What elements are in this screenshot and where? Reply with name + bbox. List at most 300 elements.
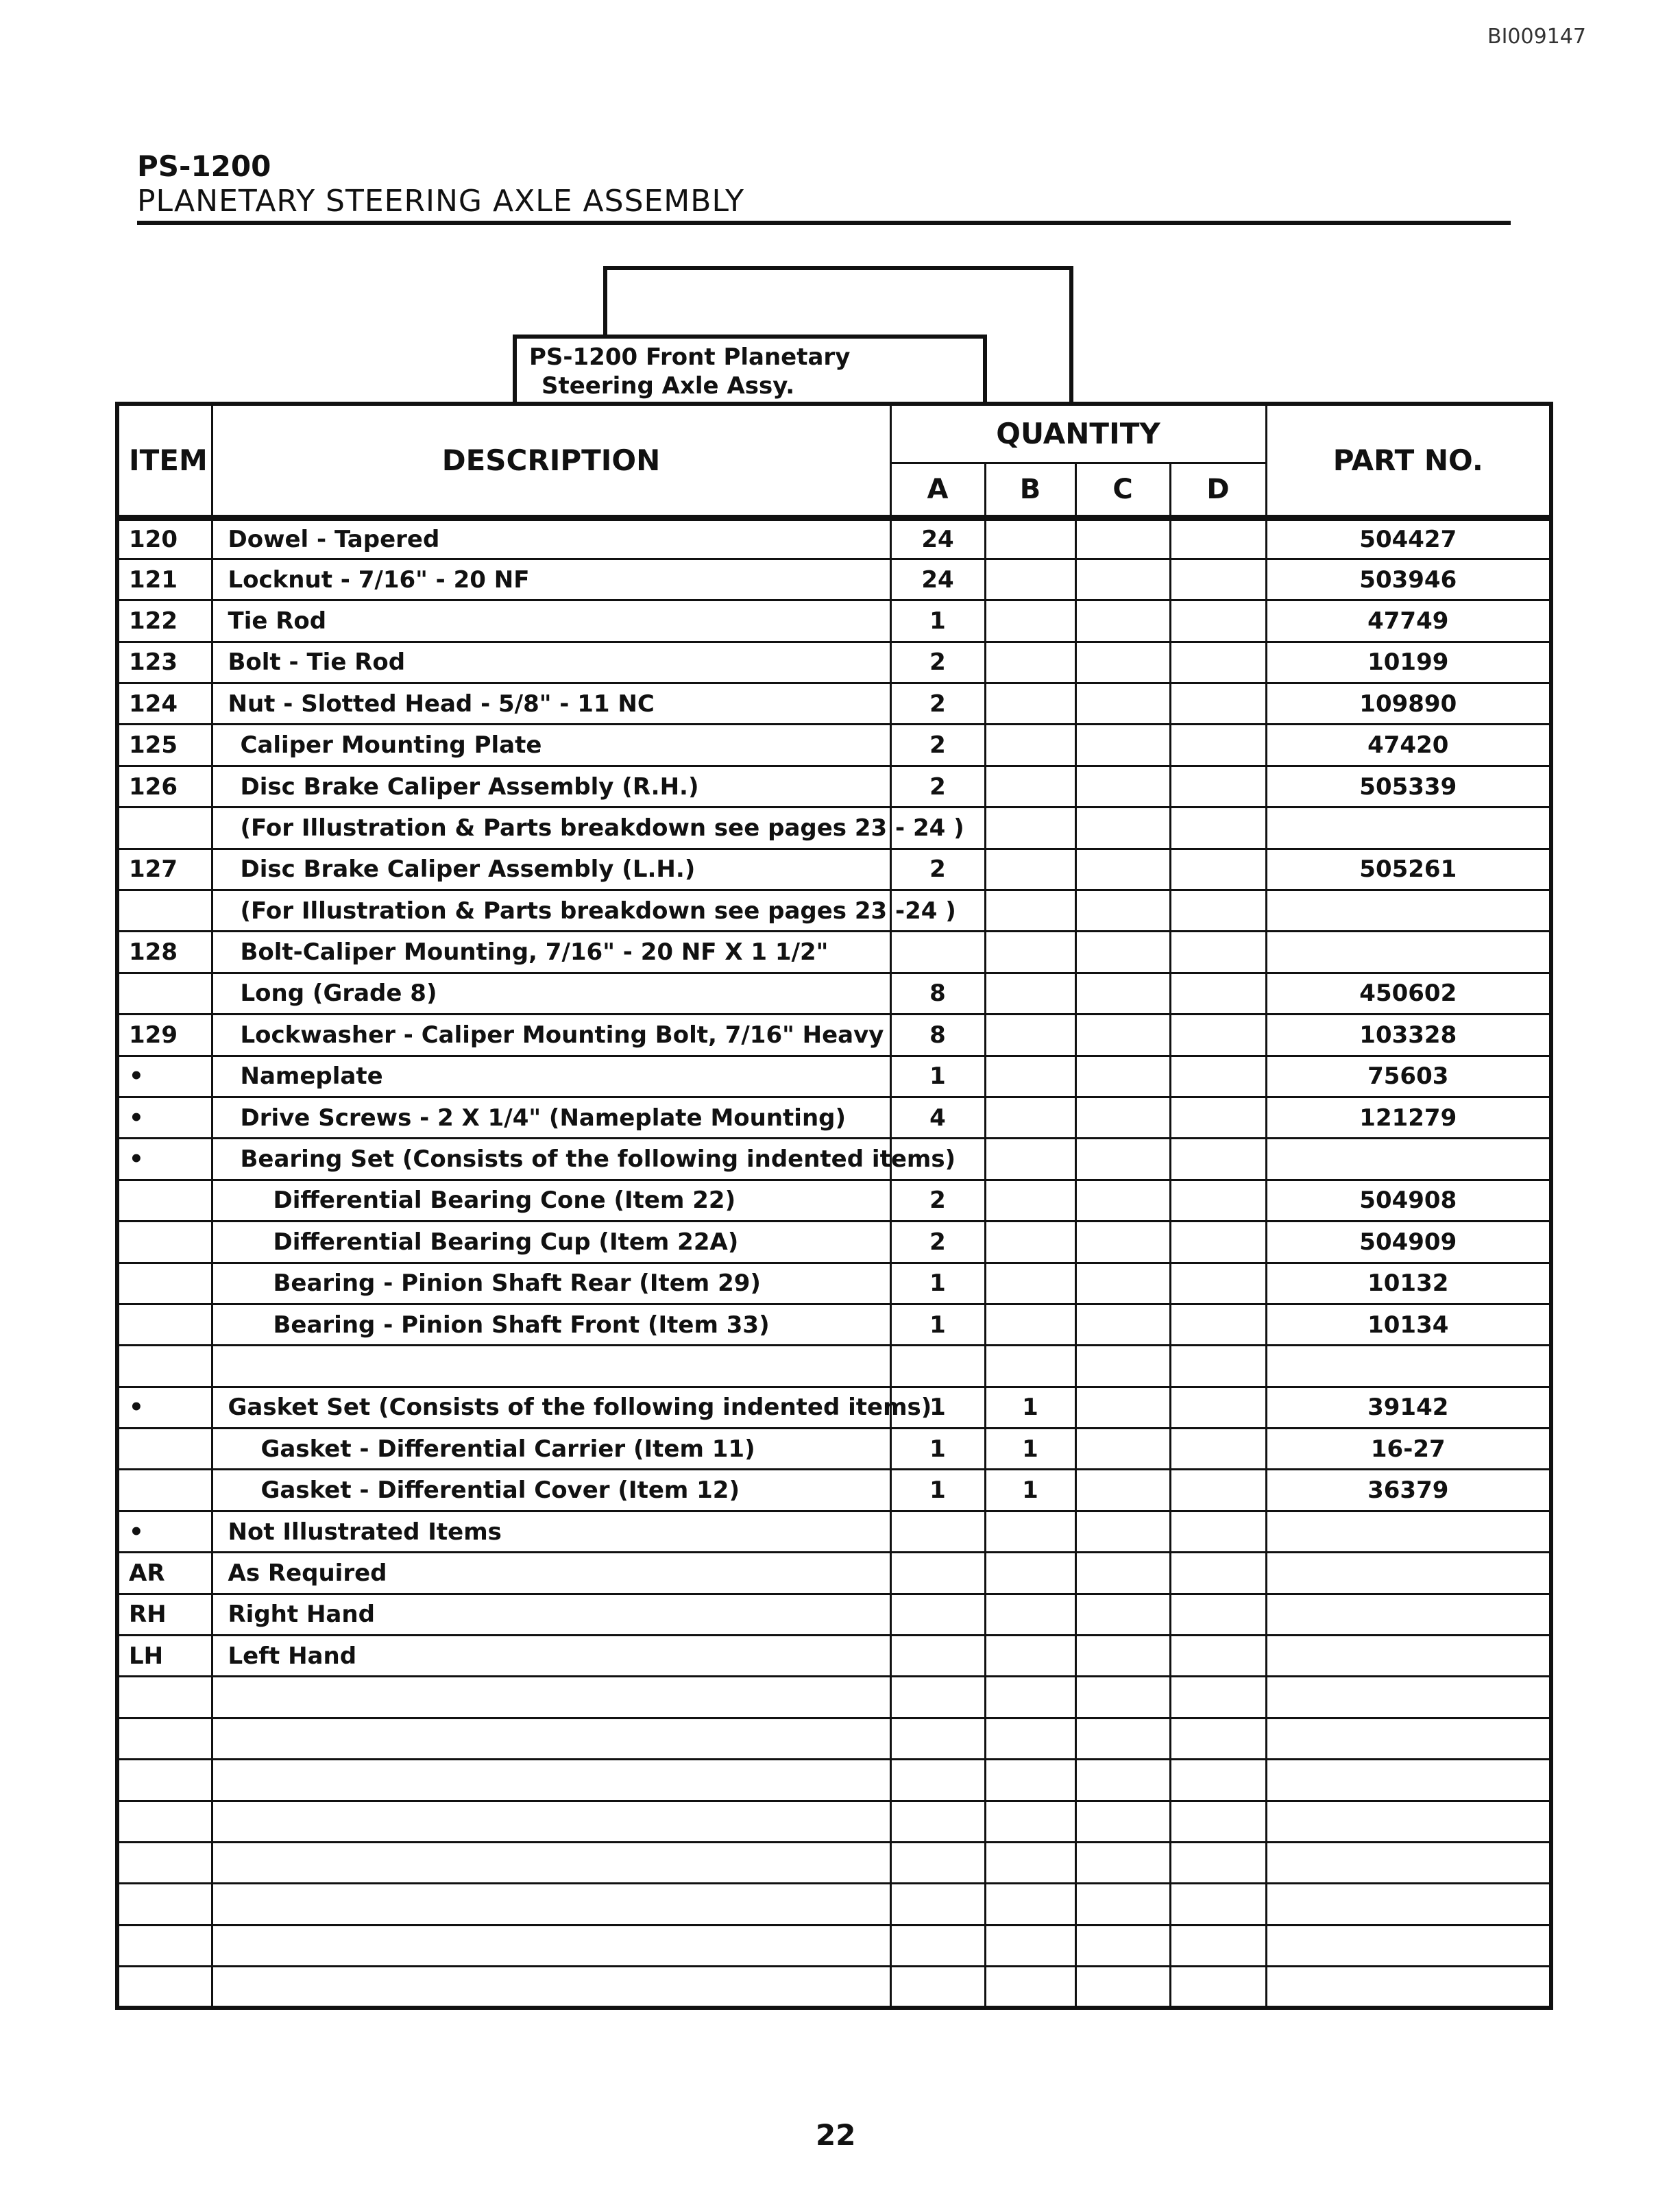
part-no-cell bbox=[1266, 1139, 1551, 1180]
qty-a-cell: 2 bbox=[890, 725, 985, 766]
description-cell: Bearing Set (Consists of the following indented items) bbox=[212, 1139, 890, 1180]
part-no-cell: 505339 bbox=[1266, 766, 1551, 807]
qty-d-cell bbox=[1170, 766, 1266, 807]
part-no-cell bbox=[1266, 1967, 1551, 2008]
description-cell: Gasket Set (Consists of the following indented items) bbox=[212, 1387, 890, 1428]
qty-d-cell bbox=[1170, 725, 1266, 766]
qty-d-cell bbox=[1170, 1015, 1266, 1056]
description-cell: Nut - Slotted Head - 5/8" - 11 NC bbox=[212, 683, 890, 725]
item-cell bbox=[117, 973, 212, 1014]
qty-b-cell bbox=[985, 1967, 1075, 2008]
caption-line-2: Steering Axle Assy. bbox=[541, 372, 795, 400]
qty-d-cell bbox=[1170, 1843, 1266, 1884]
qty-d-cell bbox=[1170, 1594, 1266, 1635]
table-row bbox=[117, 1180, 1551, 1221]
item-cell bbox=[117, 1925, 212, 1966]
qty-d-cell bbox=[1170, 973, 1266, 1014]
part-no-cell bbox=[1266, 1346, 1551, 1387]
qty-d-cell bbox=[1170, 1470, 1266, 1511]
table-row bbox=[117, 890, 1551, 932]
item-cell: 121 bbox=[117, 559, 212, 600]
description-cell: Nameplate bbox=[212, 1056, 890, 1097]
qty-c-cell bbox=[1075, 1470, 1170, 1511]
qty-b-cell bbox=[985, 849, 1075, 890]
qty-c-cell bbox=[1075, 1263, 1170, 1304]
item-cell: 122 bbox=[117, 600, 212, 642]
part-no-cell: 39142 bbox=[1266, 1387, 1551, 1428]
qty-d-cell bbox=[1170, 1387, 1266, 1428]
item-cell: LH bbox=[117, 1636, 212, 1677]
qty-d-cell bbox=[1170, 890, 1266, 932]
description-cell: Bolt-Caliper Mounting, 7/16" - 20 NF X 1 1/2" bbox=[212, 932, 890, 973]
description-cell bbox=[212, 1760, 890, 1801]
item-cell bbox=[117, 1677, 212, 1718]
qty-b-cell bbox=[985, 1760, 1075, 1801]
item-cell bbox=[117, 1429, 212, 1470]
part-no-cell bbox=[1266, 1511, 1551, 1552]
qty-c-cell bbox=[1075, 1429, 1170, 1470]
item-cell bbox=[117, 1760, 212, 1801]
qty-a-cell: 4 bbox=[890, 1097, 985, 1138]
table-row bbox=[117, 1346, 1551, 1387]
table-row bbox=[117, 973, 1551, 1014]
qty-c-cell bbox=[1075, 1843, 1170, 1884]
part-no-cell: 10199 bbox=[1266, 642, 1551, 683]
part-no-cell: 121279 bbox=[1266, 1097, 1551, 1138]
qty-b-cell bbox=[985, 642, 1075, 683]
qty-d-cell bbox=[1170, 932, 1266, 973]
description-cell: Bolt - Tie Rod bbox=[212, 642, 890, 683]
qty-c-cell bbox=[1075, 932, 1170, 973]
qty-b-cell bbox=[985, 1180, 1075, 1221]
qty-b-cell: 1 bbox=[985, 1470, 1075, 1511]
item-cell bbox=[117, 1180, 212, 1221]
qty-b-cell bbox=[985, 518, 1075, 559]
part-no-cell bbox=[1266, 1760, 1551, 1801]
qty-c-cell bbox=[1075, 1387, 1170, 1428]
qty-c-cell bbox=[1075, 1056, 1170, 1097]
qty-c-cell bbox=[1075, 1718, 1170, 1759]
table-row bbox=[117, 1056, 1551, 1097]
description-cell: Disc Brake Caliper Assembly (R.H.) bbox=[212, 766, 890, 807]
description-cell: Locknut - 7/16" - 20 NF bbox=[212, 559, 890, 600]
qty-d-cell bbox=[1170, 1511, 1266, 1552]
description-cell: Right Hand bbox=[212, 1594, 890, 1635]
item-cell bbox=[117, 1263, 212, 1304]
item-cell: • bbox=[117, 1511, 212, 1552]
table-row bbox=[117, 1801, 1551, 1842]
table-row bbox=[117, 1884, 1551, 1925]
qty-d-cell bbox=[1170, 1718, 1266, 1759]
part-no-cell bbox=[1266, 807, 1551, 849]
description-cell: Disc Brake Caliper Assembly (L.H.) bbox=[212, 849, 890, 890]
qty-b-cell: 1 bbox=[985, 1429, 1075, 1470]
qty-b-cell bbox=[985, 1015, 1075, 1056]
table-row bbox=[117, 1263, 1551, 1304]
part-no-cell: 504427 bbox=[1266, 518, 1551, 559]
qty-a-cell bbox=[890, 1677, 985, 1718]
qty-c-cell bbox=[1075, 766, 1170, 807]
qty-a-cell bbox=[890, 932, 985, 973]
qty-a-cell bbox=[890, 1346, 985, 1387]
qty-d-cell bbox=[1170, 849, 1266, 890]
part-no-cell: 10132 bbox=[1266, 1263, 1551, 1304]
part-no-cell: 47420 bbox=[1266, 725, 1551, 766]
table-row bbox=[117, 600, 1551, 642]
qty-b-cell bbox=[985, 1801, 1075, 1842]
description-cell: Lockwasher - Caliper Mounting Bolt, 7/16" Heavy bbox=[212, 1015, 890, 1056]
item-cell: • bbox=[117, 1097, 212, 1138]
caption-line-1: PS-1200 Front Planetary bbox=[529, 343, 851, 371]
qty-a-cell: 2 bbox=[890, 766, 985, 807]
qty-d-cell bbox=[1170, 642, 1266, 683]
table-row bbox=[117, 1718, 1551, 1759]
qty-c-cell bbox=[1075, 600, 1170, 642]
qty-c-cell bbox=[1075, 1801, 1170, 1842]
qty-c-cell bbox=[1075, 642, 1170, 683]
table-row bbox=[117, 683, 1551, 725]
description-cell bbox=[212, 1677, 890, 1718]
table-row bbox=[117, 1304, 1551, 1345]
item-cell: AR bbox=[117, 1553, 212, 1594]
item-cell bbox=[117, 1222, 212, 1263]
qty-c-cell bbox=[1075, 1760, 1170, 1801]
description-cell: (For Illustration & Parts breakdown see pages 23 - 24 ) bbox=[212, 807, 890, 849]
qty-b-cell: 1 bbox=[985, 1387, 1075, 1428]
qty-d-cell bbox=[1170, 1677, 1266, 1718]
qty-a-cell: 8 bbox=[890, 973, 985, 1014]
parts-table bbox=[115, 402, 1553, 2010]
qty-b-cell bbox=[985, 1263, 1075, 1304]
qty-col-a-header: A bbox=[890, 463, 985, 518]
qty-d-cell bbox=[1170, 1636, 1266, 1677]
qty-a-cell: 1 bbox=[890, 1387, 985, 1428]
qty-a-cell bbox=[890, 1801, 985, 1842]
qty-d-cell bbox=[1170, 807, 1266, 849]
description-cell bbox=[212, 1967, 890, 2008]
table-row bbox=[117, 1429, 1551, 1470]
qty-a-cell: 2 bbox=[890, 1180, 985, 1221]
part-no-cell bbox=[1266, 932, 1551, 973]
part-no-cell bbox=[1266, 890, 1551, 932]
item-cell bbox=[117, 1884, 212, 1925]
qty-d-cell bbox=[1170, 559, 1266, 600]
qty-c-cell bbox=[1075, 683, 1170, 725]
qty-a-cell: 8 bbox=[890, 1015, 985, 1056]
table-row bbox=[117, 1843, 1551, 1884]
qty-b-cell bbox=[985, 1097, 1075, 1138]
qty-d-cell bbox=[1170, 1097, 1266, 1138]
assembly-caption bbox=[513, 335, 987, 403]
page-title: PLANETARY STEERING AXLE ASSEMBLY bbox=[137, 184, 745, 219]
part-no-cell: 36379 bbox=[1266, 1470, 1551, 1511]
qty-a-cell: 1 bbox=[890, 1056, 985, 1097]
description-cell: Differential Bearing Cup (Item 22A) bbox=[212, 1222, 890, 1263]
qty-a-cell bbox=[890, 1636, 985, 1677]
qty-b-cell bbox=[985, 1511, 1075, 1552]
description-cell bbox=[212, 1843, 890, 1884]
item-header: ITEM bbox=[117, 404, 212, 518]
description-cell: Tie Rod bbox=[212, 600, 890, 642]
qty-b-cell bbox=[985, 890, 1075, 932]
qty-d-cell bbox=[1170, 1139, 1266, 1180]
item-cell bbox=[117, 1470, 212, 1511]
item-cell: • bbox=[117, 1056, 212, 1097]
parts-table-body bbox=[117, 518, 1551, 2008]
qty-b-cell bbox=[985, 1925, 1075, 1966]
qty-b-cell bbox=[985, 1677, 1075, 1718]
description-header: DESCRIPTION bbox=[212, 404, 890, 518]
part-no-cell: 47749 bbox=[1266, 600, 1551, 642]
part-no-cell: 504909 bbox=[1266, 1222, 1551, 1263]
part-no-cell: 109890 bbox=[1266, 683, 1551, 725]
qty-d-cell bbox=[1170, 1553, 1266, 1594]
qty-a-cell: 1 bbox=[890, 600, 985, 642]
qty-a-cell: 24 bbox=[890, 518, 985, 559]
table-row bbox=[117, 1925, 1551, 1966]
document-id: BI009147 bbox=[1487, 25, 1586, 49]
item-cell bbox=[117, 807, 212, 849]
description-cell: Differential Bearing Cone (Item 22) bbox=[212, 1180, 890, 1221]
item-cell bbox=[117, 1801, 212, 1842]
table-row bbox=[117, 1760, 1551, 1801]
item-cell: • bbox=[117, 1387, 212, 1428]
part-no-cell bbox=[1266, 1553, 1551, 1594]
qty-a-cell bbox=[890, 1511, 985, 1552]
qty-d-cell bbox=[1170, 1801, 1266, 1842]
qty-c-cell bbox=[1075, 1636, 1170, 1677]
qty-b-cell bbox=[985, 683, 1075, 725]
quantity-header: QUANTITY bbox=[890, 404, 1266, 463]
qty-c-cell bbox=[1075, 973, 1170, 1014]
qty-a-cell bbox=[890, 1718, 985, 1759]
qty-d-cell bbox=[1170, 600, 1266, 642]
item-cell bbox=[117, 1346, 212, 1387]
qty-c-cell bbox=[1075, 807, 1170, 849]
item-cell: 127 bbox=[117, 849, 212, 890]
table-row bbox=[117, 1594, 1551, 1635]
table-row bbox=[117, 1222, 1551, 1263]
qty-a-cell bbox=[890, 1925, 985, 1966]
table-row bbox=[117, 1015, 1551, 1056]
part-no-cell: 503946 bbox=[1266, 559, 1551, 600]
item-cell bbox=[117, 1304, 212, 1345]
table-row bbox=[117, 766, 1551, 807]
description-cell: Caliper Mounting Plate bbox=[212, 725, 890, 766]
qty-c-cell bbox=[1075, 1677, 1170, 1718]
qty-c-cell bbox=[1075, 1097, 1170, 1138]
item-cell: RH bbox=[117, 1594, 212, 1635]
item-cell: 124 bbox=[117, 683, 212, 725]
qty-d-cell bbox=[1170, 683, 1266, 725]
part-no-cell bbox=[1266, 1677, 1551, 1718]
qty-c-cell bbox=[1075, 1015, 1170, 1056]
description-cell bbox=[212, 1801, 890, 1842]
table-row bbox=[117, 1677, 1551, 1718]
qty-a-cell bbox=[890, 1553, 985, 1594]
table-row bbox=[117, 1139, 1551, 1180]
qty-d-cell bbox=[1170, 518, 1266, 559]
qty-b-cell bbox=[985, 1884, 1075, 1925]
description-cell: Gasket - Differential Cover (Item 12) bbox=[212, 1470, 890, 1511]
qty-d-cell bbox=[1170, 1429, 1266, 1470]
qty-b-cell bbox=[985, 725, 1075, 766]
description-cell: Not Illustrated Items bbox=[212, 1511, 890, 1552]
description-cell: Gasket - Differential Carrier (Item 11) bbox=[212, 1429, 890, 1470]
part-no-header: PART NO. bbox=[1266, 404, 1551, 518]
qty-a-cell: 2 bbox=[890, 683, 985, 725]
qty-col-d-header: D bbox=[1170, 463, 1266, 518]
qty-c-cell bbox=[1075, 1553, 1170, 1594]
table-row bbox=[117, 1470, 1551, 1511]
description-cell: Dowel - Tapered bbox=[212, 518, 890, 559]
table-row bbox=[117, 1967, 1551, 2008]
part-no-cell: 16-27 bbox=[1266, 1429, 1551, 1470]
qty-b-cell bbox=[985, 807, 1075, 849]
description-cell bbox=[212, 1346, 890, 1387]
part-no-cell bbox=[1266, 1594, 1551, 1635]
qty-b-cell bbox=[985, 766, 1075, 807]
qty-b-cell bbox=[985, 1346, 1075, 1387]
qty-b-cell bbox=[985, 973, 1075, 1014]
qty-a-cell bbox=[890, 1884, 985, 1925]
qty-c-cell bbox=[1075, 1180, 1170, 1221]
qty-a-cell: 2 bbox=[890, 1222, 985, 1263]
qty-a-cell: 2 bbox=[890, 849, 985, 890]
qty-d-cell bbox=[1170, 1222, 1266, 1263]
item-cell: • bbox=[117, 1139, 212, 1180]
qty-a-cell: 24 bbox=[890, 559, 985, 600]
qty-b-cell bbox=[985, 1222, 1075, 1263]
part-no-cell: 450602 bbox=[1266, 973, 1551, 1014]
part-no-cell: 10134 bbox=[1266, 1304, 1551, 1345]
description-cell bbox=[212, 1925, 890, 1966]
table-row bbox=[117, 1553, 1551, 1594]
description-cell: (For Illustration & Parts breakdown see pages 23 -24 ) bbox=[212, 890, 890, 932]
qty-b-cell bbox=[985, 1139, 1075, 1180]
qty-b-cell bbox=[985, 1553, 1075, 1594]
qty-d-cell bbox=[1170, 1180, 1266, 1221]
qty-c-cell bbox=[1075, 559, 1170, 600]
qty-b-cell bbox=[985, 1718, 1075, 1759]
table-row bbox=[117, 807, 1551, 849]
qty-b-cell bbox=[985, 932, 1075, 973]
qty-c-cell bbox=[1075, 1594, 1170, 1635]
table-row bbox=[117, 725, 1551, 766]
description-cell: Left Hand bbox=[212, 1636, 890, 1677]
qty-col-c-header: C bbox=[1075, 463, 1170, 518]
qty-d-cell bbox=[1170, 1925, 1266, 1966]
qty-a-cell: 1 bbox=[890, 1470, 985, 1511]
item-cell: 129 bbox=[117, 1015, 212, 1056]
qty-col-b-header: B bbox=[985, 463, 1075, 518]
qty-c-cell bbox=[1075, 725, 1170, 766]
table-row bbox=[117, 1387, 1551, 1428]
qty-c-cell bbox=[1075, 849, 1170, 890]
qty-c-cell bbox=[1075, 1925, 1170, 1966]
item-cell: 125 bbox=[117, 725, 212, 766]
qty-d-cell bbox=[1170, 1760, 1266, 1801]
description-cell bbox=[212, 1884, 890, 1925]
qty-b-cell bbox=[985, 1594, 1075, 1635]
item-cell bbox=[117, 1718, 212, 1759]
qty-b-cell bbox=[985, 559, 1075, 600]
table-row bbox=[117, 1097, 1551, 1138]
qty-a-cell bbox=[890, 1843, 985, 1884]
part-no-cell bbox=[1266, 1884, 1551, 1925]
part-no-cell: 75603 bbox=[1266, 1056, 1551, 1097]
table-row bbox=[117, 1511, 1551, 1552]
part-no-cell bbox=[1266, 1801, 1551, 1842]
qty-d-cell bbox=[1170, 1346, 1266, 1387]
description-cell bbox=[212, 1718, 890, 1759]
qty-d-cell bbox=[1170, 1056, 1266, 1097]
qty-d-cell bbox=[1170, 1304, 1266, 1345]
table-row bbox=[117, 559, 1551, 600]
qty-b-cell bbox=[985, 600, 1075, 642]
description-cell: Long (Grade 8) bbox=[212, 973, 890, 1014]
item-cell: 120 bbox=[117, 518, 212, 559]
table-row bbox=[117, 1636, 1551, 1677]
part-no-cell: 103328 bbox=[1266, 1015, 1551, 1056]
qty-c-cell bbox=[1075, 1967, 1170, 2008]
qty-c-cell bbox=[1075, 1139, 1170, 1180]
qty-c-cell bbox=[1075, 1511, 1170, 1552]
qty-a-cell: 1 bbox=[890, 1304, 985, 1345]
qty-c-cell bbox=[1075, 518, 1170, 559]
item-cell: 128 bbox=[117, 932, 212, 973]
item-cell: 126 bbox=[117, 766, 212, 807]
qty-c-cell bbox=[1075, 890, 1170, 932]
title-underline bbox=[137, 221, 1511, 225]
qty-b-cell bbox=[985, 1304, 1075, 1345]
qty-c-cell bbox=[1075, 1304, 1170, 1345]
table-row bbox=[117, 642, 1551, 683]
item-cell bbox=[117, 1967, 212, 2008]
part-no-cell: 505261 bbox=[1266, 849, 1551, 890]
qty-a-cell bbox=[890, 1967, 985, 2008]
part-no-cell bbox=[1266, 1843, 1551, 1884]
qty-a-cell: 1 bbox=[890, 1263, 985, 1304]
part-no-cell bbox=[1266, 1718, 1551, 1759]
qty-d-cell bbox=[1170, 1967, 1266, 2008]
qty-a-cell bbox=[890, 1760, 985, 1801]
qty-a-cell: 2 bbox=[890, 642, 985, 683]
description-cell: Bearing - Pinion Shaft Front (Item 33) bbox=[212, 1304, 890, 1345]
description-cell: Drive Screws - 2 X 1/4" (Nameplate Mounting) bbox=[212, 1097, 890, 1138]
item-cell: 123 bbox=[117, 642, 212, 683]
qty-b-cell bbox=[985, 1056, 1075, 1097]
item-cell bbox=[117, 1843, 212, 1884]
qty-b-cell bbox=[985, 1843, 1075, 1884]
qty-c-cell bbox=[1075, 1884, 1170, 1925]
qty-d-cell bbox=[1170, 1884, 1266, 1925]
qty-b-cell bbox=[985, 1636, 1075, 1677]
qty-a-cell: 1 bbox=[890, 1429, 985, 1470]
part-no-cell bbox=[1266, 1636, 1551, 1677]
item-cell bbox=[117, 890, 212, 932]
part-no-cell bbox=[1266, 1925, 1551, 1966]
page-number: 22 bbox=[816, 2118, 856, 2152]
qty-c-cell bbox=[1075, 1346, 1170, 1387]
table-row bbox=[117, 932, 1551, 973]
part-no-cell: 504908 bbox=[1266, 1180, 1551, 1221]
table-row bbox=[117, 518, 1551, 559]
description-cell: As Required bbox=[212, 1553, 890, 1594]
model-number: PS-1200 bbox=[137, 149, 271, 183]
description-cell: Bearing - Pinion Shaft Rear (Item 29) bbox=[212, 1263, 890, 1304]
table-row bbox=[117, 849, 1551, 890]
